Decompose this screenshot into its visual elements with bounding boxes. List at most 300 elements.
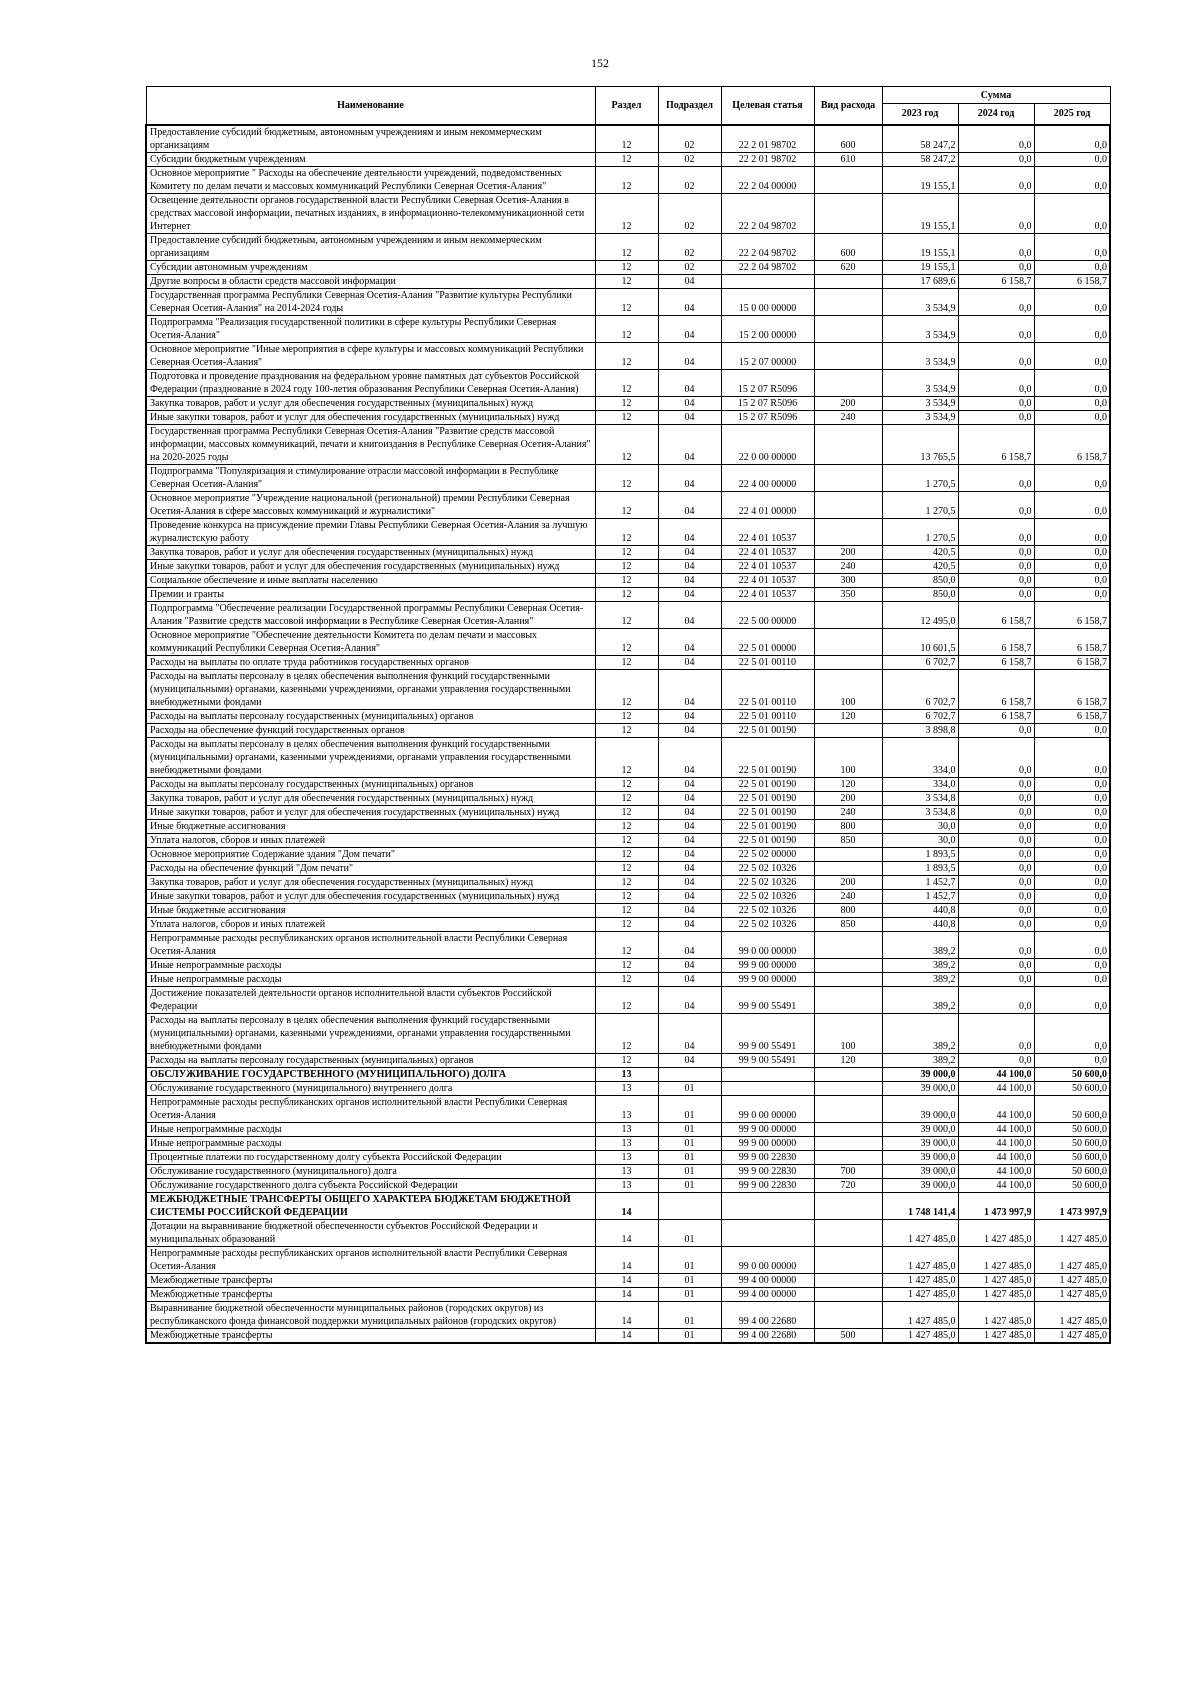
table-row — [146, 260, 1110, 274]
cell-amount-2023: 1 270,5 — [882, 464, 958, 491]
cell-target: 22 5 02 10326 — [721, 903, 814, 917]
cell-amount-2023: 39 000,0 — [882, 1150, 958, 1164]
cell-subsection: 01 — [658, 1164, 721, 1178]
cell-amount-2025: 50 600,0 — [1034, 1164, 1110, 1178]
cell-amount-2023: 420,5 — [882, 559, 958, 573]
cell-kind: 120 — [814, 1053, 882, 1067]
cell-amount-2025: 0,0 — [1034, 410, 1110, 424]
cell-name: Подпрограмма "Обеспечение реализации Государственной программы Республики Северная Осетия-Алания "Развитие средств массовой информации в Республике Северная Осетия-Алания" — [146, 601, 595, 628]
table-row — [146, 1081, 1110, 1095]
cell-amount-2024: 0,0 — [958, 315, 1034, 342]
cell-name: Подпрограмма "Реализация государственной политики в сфере культуры Республики Северная Осетия-Алания" — [146, 315, 595, 342]
cell-name: Другие вопросы в области средств массовой информации — [146, 274, 595, 288]
cell-kind: 720 — [814, 1178, 882, 1192]
cell-kind — [814, 369, 882, 396]
cell-amount-2024: 0,0 — [958, 587, 1034, 601]
cell-name: Иные закупки товаров, работ и услуг для обеспечения государственных (муниципальных) нужд — [146, 559, 595, 573]
cell-amount-2023: 334,0 — [882, 737, 958, 777]
cell-name: Основное мероприятие Содержание здания "Дом печати" — [146, 847, 595, 861]
cell-kind — [814, 274, 882, 288]
cell-amount-2024: 0,0 — [958, 917, 1034, 931]
cell-subsection: 01 — [658, 1219, 721, 1246]
cell-subsection: 04 — [658, 410, 721, 424]
cell-section: 12 — [595, 315, 658, 342]
cell-kind: 350 — [814, 587, 882, 601]
cell-target: 15 2 07 00000 — [721, 342, 814, 369]
cell-kind: 100 — [814, 1013, 882, 1053]
table-row — [146, 288, 1110, 315]
cell-amount-2025: 0,0 — [1034, 396, 1110, 410]
cell-kind: 200 — [814, 396, 882, 410]
cell-kind — [814, 958, 882, 972]
cell-subsection: 04 — [658, 791, 721, 805]
cell-amount-2025: 0,0 — [1034, 1013, 1110, 1053]
cell-name: Предоставление субсидий бюджетным, автономным учреждениям и иным некоммерческим организациям — [146, 233, 595, 260]
cell-subsection — [658, 1067, 721, 1081]
cell-name: Основное мероприятие "Иные мероприятия в сфере культуры и массовых коммуникаций Республики Северная Осетия-Алания" — [146, 342, 595, 369]
cell-name: Межбюджетные трансферты — [146, 1287, 595, 1301]
table-row — [146, 193, 1110, 233]
cell-section: 12 — [595, 628, 658, 655]
cell-amount-2023: 1 427 485,0 — [882, 1287, 958, 1301]
table-row — [146, 669, 1110, 709]
cell-kind — [814, 424, 882, 464]
cell-amount-2024: 0,0 — [958, 573, 1034, 587]
cell-amount-2023: 1 452,7 — [882, 889, 958, 903]
cell-target: 22 4 01 10537 — [721, 518, 814, 545]
cell-amount-2023: 6 702,7 — [882, 655, 958, 669]
table-row — [146, 1122, 1110, 1136]
cell-section: 12 — [595, 424, 658, 464]
cell-amount-2025: 0,0 — [1034, 723, 1110, 737]
cell-kind: 240 — [814, 889, 882, 903]
cell-subsection: 04 — [658, 972, 721, 986]
cell-target: 99 9 00 00000 — [721, 1136, 814, 1150]
cell-amount-2023: 3 534,9 — [882, 342, 958, 369]
cell-amount-2025: 1 427 485,0 — [1034, 1287, 1110, 1301]
cell-name: Подпрограмма "Популяризация и стимулирование отрасли массовой информации в Республике Северная Осетия-Алания" — [146, 464, 595, 491]
header-section: Раздел — [595, 87, 658, 125]
cell-kind: 800 — [814, 819, 882, 833]
cell-amount-2023: 389,2 — [882, 986, 958, 1013]
table-row — [146, 1095, 1110, 1122]
cell-target: 99 9 00 55491 — [721, 1053, 814, 1067]
budget-table — [145, 86, 1111, 1344]
cell-amount-2023: 3 534,9 — [882, 288, 958, 315]
cell-amount-2023: 39 000,0 — [882, 1136, 958, 1150]
cell-subsection: 02 — [658, 193, 721, 233]
cell-subsection: 04 — [658, 396, 721, 410]
cell-amount-2025: 1 427 485,0 — [1034, 1246, 1110, 1273]
cell-amount-2023: 39 000,0 — [882, 1178, 958, 1192]
cell-subsection: 04 — [658, 709, 721, 723]
cell-section: 12 — [595, 342, 658, 369]
cell-amount-2024: 0,0 — [958, 464, 1034, 491]
cell-section: 12 — [595, 1053, 658, 1067]
cell-amount-2025: 50 600,0 — [1034, 1150, 1110, 1164]
cell-name: Иные непрограммные расходы — [146, 1122, 595, 1136]
cell-kind — [814, 1301, 882, 1328]
cell-target — [721, 1067, 814, 1081]
table-row — [146, 424, 1110, 464]
cell-section: 12 — [595, 958, 658, 972]
cell-amount-2023: 389,2 — [882, 931, 958, 958]
cell-kind: 120 — [814, 777, 882, 791]
cell-name: Непрограммные расходы республиканских органов исполнительной власти Республики Северная Осетия-Алания — [146, 1246, 595, 1273]
cell-amount-2023: 19 155,1 — [882, 166, 958, 193]
cell-amount-2023: 1 427 485,0 — [882, 1328, 958, 1343]
table-row — [146, 152, 1110, 166]
cell-amount-2024: 0,0 — [958, 958, 1034, 972]
cell-target: 22 2 04 98702 — [721, 233, 814, 260]
cell-section: 14 — [595, 1219, 658, 1246]
cell-kind — [814, 1150, 882, 1164]
cell-amount-2023: 389,2 — [882, 958, 958, 972]
cell-section: 12 — [595, 986, 658, 1013]
cell-amount-2023: 10 601,5 — [882, 628, 958, 655]
cell-amount-2025: 0,0 — [1034, 986, 1110, 1013]
cell-amount-2025: 0,0 — [1034, 573, 1110, 587]
cell-section: 12 — [595, 819, 658, 833]
cell-amount-2025: 1 427 485,0 — [1034, 1328, 1110, 1343]
cell-kind: 500 — [814, 1328, 882, 1343]
cell-name: Дотации на выравнивание бюджетной обеспеченности субъектов Российской Федерации и муниципальных образований — [146, 1219, 595, 1246]
cell-amount-2023: 1 427 485,0 — [882, 1273, 958, 1287]
cell-target: 22 4 01 10537 — [721, 587, 814, 601]
cell-amount-2023: 58 247,2 — [882, 125, 958, 153]
cell-amount-2024: 44 100,0 — [958, 1067, 1034, 1081]
cell-amount-2025: 6 158,7 — [1034, 628, 1110, 655]
cell-subsection: 04 — [658, 723, 721, 737]
cell-target: 99 9 00 55491 — [721, 986, 814, 1013]
table-row — [146, 1301, 1110, 1328]
cell-subsection: 04 — [658, 424, 721, 464]
cell-name: Государственная программа Республики Северная Осетия-Алания "Развитие культуры Республики Северная Осетия-Алания" на 2014-2024 годы — [146, 288, 595, 315]
cell-section: 12 — [595, 805, 658, 819]
cell-amount-2024: 0,0 — [958, 972, 1034, 986]
cell-section: 12 — [595, 723, 658, 737]
cell-name: Социальное обеспечение и иные выплаты населению — [146, 573, 595, 587]
cell-kind — [814, 1122, 882, 1136]
cell-kind: 200 — [814, 875, 882, 889]
table-row — [146, 342, 1110, 369]
cell-kind — [814, 723, 882, 737]
cell-subsection: 04 — [658, 669, 721, 709]
cell-amount-2024: 1 427 485,0 — [958, 1219, 1034, 1246]
cell-target: 22 4 01 10537 — [721, 559, 814, 573]
cell-target: 22 5 01 00110 — [721, 655, 814, 669]
cell-section: 12 — [595, 125, 658, 153]
cell-name: Иные непрограммные расходы — [146, 958, 595, 972]
cell-kind: 240 — [814, 559, 882, 573]
cell-kind — [814, 288, 882, 315]
header-subsection: Подраздел — [658, 87, 721, 125]
cell-amount-2023: 3 534,9 — [882, 315, 958, 342]
cell-amount-2023: 17 689,6 — [882, 274, 958, 288]
cell-section: 12 — [595, 410, 658, 424]
cell-amount-2023: 440,8 — [882, 917, 958, 931]
cell-target: 22 5 02 10326 — [721, 889, 814, 903]
cell-amount-2024: 6 158,7 — [958, 274, 1034, 288]
cell-target — [721, 274, 814, 288]
table-row — [146, 791, 1110, 805]
cell-section: 14 — [595, 1246, 658, 1273]
cell-target: 99 9 00 22830 — [721, 1164, 814, 1178]
cell-amount-2025: 0,0 — [1034, 833, 1110, 847]
cell-kind: 610 — [814, 152, 882, 166]
cell-target: 99 9 00 22830 — [721, 1150, 814, 1164]
cell-amount-2024: 0,0 — [958, 559, 1034, 573]
cell-target: 22 4 00 00000 — [721, 464, 814, 491]
cell-subsection: 04 — [658, 573, 721, 587]
cell-name: Расходы на выплаты персоналу в целях обеспечения выполнения функций государственными (муниципальными) органами, казенными учреждениями, органами управления государственными внебюджетными фондами — [146, 737, 595, 777]
cell-section: 12 — [595, 233, 658, 260]
cell-amount-2025: 1 427 485,0 — [1034, 1273, 1110, 1287]
cell-amount-2024: 6 158,7 — [958, 709, 1034, 723]
cell-amount-2023: 3 534,8 — [882, 791, 958, 805]
table-row — [146, 1178, 1110, 1192]
cell-amount-2023: 39 000,0 — [882, 1164, 958, 1178]
cell-target: 22 5 01 00190 — [721, 833, 814, 847]
cell-name: Иные непрограммные расходы — [146, 1136, 595, 1150]
table-row — [146, 410, 1110, 424]
cell-amount-2025: 0,0 — [1034, 193, 1110, 233]
cell-kind — [814, 1067, 882, 1081]
table-row — [146, 1053, 1110, 1067]
cell-kind — [814, 193, 882, 233]
cell-subsection: 01 — [658, 1136, 721, 1150]
cell-amount-2023: 1 893,5 — [882, 847, 958, 861]
cell-amount-2025: 0,0 — [1034, 791, 1110, 805]
cell-name: Подготовка и проведение празднования на федеральном уровне памятных дат субъектов Российской Федерации (празднование в 2024 году 100-летия образования Республики Северная Осетия-Алания) — [146, 369, 595, 396]
cell-subsection: 04 — [658, 861, 721, 875]
cell-subsection: 04 — [658, 805, 721, 819]
cell-target: 22 5 01 00190 — [721, 819, 814, 833]
cell-amount-2024: 6 158,7 — [958, 601, 1034, 628]
cell-amount-2025: 0,0 — [1034, 777, 1110, 791]
cell-subsection: 04 — [658, 491, 721, 518]
cell-amount-2024: 44 100,0 — [958, 1095, 1034, 1122]
cell-kind — [814, 342, 882, 369]
cell-subsection: 01 — [658, 1081, 721, 1095]
cell-amount-2024: 1 427 485,0 — [958, 1328, 1034, 1343]
table-row — [146, 917, 1110, 931]
cell-amount-2025: 0,0 — [1034, 233, 1110, 260]
cell-section: 12 — [595, 833, 658, 847]
table-row — [146, 464, 1110, 491]
cell-amount-2024: 0,0 — [958, 903, 1034, 917]
cell-amount-2023: 30,0 — [882, 819, 958, 833]
cell-amount-2023: 3 534,9 — [882, 396, 958, 410]
cell-amount-2025: 6 158,7 — [1034, 601, 1110, 628]
cell-amount-2024: 0,0 — [958, 1013, 1034, 1053]
cell-section: 12 — [595, 545, 658, 559]
cell-amount-2024: 0,0 — [958, 491, 1034, 518]
cell-subsection: 04 — [658, 628, 721, 655]
table-row — [146, 819, 1110, 833]
page-number: 152 — [591, 56, 609, 70]
cell-subsection: 04 — [658, 819, 721, 833]
cell-kind: 100 — [814, 737, 882, 777]
cell-name: Закупка товаров, работ и услуг для обеспечения государственных (муниципальных) нужд — [146, 396, 595, 410]
cell-section: 12 — [595, 573, 658, 587]
cell-name: Обслуживание государственного (муниципального) внутреннего долга — [146, 1081, 595, 1095]
cell-amount-2024: 0,0 — [958, 545, 1034, 559]
cell-name: Закупка товаров, работ и услуг для обеспечения государственных (муниципальных) нужд — [146, 875, 595, 889]
cell-amount-2025: 6 158,7 — [1034, 274, 1110, 288]
cell-amount-2023: 1 427 485,0 — [882, 1219, 958, 1246]
cell-kind: 120 — [814, 709, 882, 723]
table-row — [146, 233, 1110, 260]
cell-amount-2023: 1 270,5 — [882, 518, 958, 545]
cell-subsection: 04 — [658, 518, 721, 545]
cell-amount-2025: 50 600,0 — [1034, 1122, 1110, 1136]
table-row — [146, 805, 1110, 819]
cell-target: 15 2 07 R5096 — [721, 369, 814, 396]
cell-amount-2023: 19 155,1 — [882, 260, 958, 274]
cell-section: 13 — [595, 1095, 658, 1122]
cell-subsection: 02 — [658, 166, 721, 193]
cell-amount-2024: 0,0 — [958, 1053, 1034, 1067]
cell-kind: 300 — [814, 573, 882, 587]
cell-section: 13 — [595, 1081, 658, 1095]
cell-target: 22 5 00 00000 — [721, 601, 814, 628]
cell-name: Премии и гранты — [146, 587, 595, 601]
cell-subsection: 04 — [658, 875, 721, 889]
cell-name: МЕЖБЮДЖЕТНЫЕ ТРАНСФЕРТЫ ОБЩЕГО ХАРАКТЕРА БЮДЖЕТАМ БЮДЖЕТНОЙ СИСТЕМЫ РОССИЙСКОЙ ФЕДЕРАЦИИ — [146, 1192, 595, 1219]
cell-target: 99 9 00 00000 — [721, 1122, 814, 1136]
cell-amount-2024: 0,0 — [958, 396, 1034, 410]
cell-amount-2024: 0,0 — [958, 410, 1034, 424]
cell-amount-2024: 6 158,7 — [958, 655, 1034, 669]
cell-amount-2024: 0,0 — [958, 931, 1034, 958]
cell-amount-2025: 0,0 — [1034, 125, 1110, 153]
table-row — [146, 628, 1110, 655]
cell-amount-2024: 0,0 — [958, 288, 1034, 315]
cell-name: Основное мероприятие "Обеспечение деятельности Комитета по делам печати и массовых коммуникаций Республики Северная Осетия-Алания" — [146, 628, 595, 655]
cell-kind — [814, 986, 882, 1013]
table-row — [146, 573, 1110, 587]
cell-kind — [814, 972, 882, 986]
cell-section: 12 — [595, 669, 658, 709]
cell-section: 12 — [595, 889, 658, 903]
cell-amount-2024: 0,0 — [958, 875, 1034, 889]
cell-amount-2023: 1 893,5 — [882, 861, 958, 875]
cell-amount-2024: 0,0 — [958, 518, 1034, 545]
cell-amount-2024: 6 158,7 — [958, 669, 1034, 709]
cell-target: 22 5 01 00190 — [721, 791, 814, 805]
cell-name: Проведение конкурса на присуждение премии Главы Республики Северная Осетия-Алания за лучшую журналистскую работу — [146, 518, 595, 545]
cell-amount-2025: 0,0 — [1034, 737, 1110, 777]
table-row — [146, 889, 1110, 903]
cell-name: Закупка товаров, работ и услуг для обеспечения государственных (муниципальных) нужд — [146, 791, 595, 805]
cell-amount-2023: 1 748 141,4 — [882, 1192, 958, 1219]
cell-name: Иные закупки товаров, работ и услуг для обеспечения государственных (муниципальных) нужд — [146, 805, 595, 819]
cell-amount-2025: 50 600,0 — [1034, 1081, 1110, 1095]
header-kind: Вид расхода — [814, 87, 882, 125]
cell-target: 22 5 01 00190 — [721, 723, 814, 737]
cell-target: 99 9 00 22830 — [721, 1178, 814, 1192]
table-row — [146, 1246, 1110, 1273]
cell-kind — [814, 1273, 882, 1287]
cell-name: Расходы на обеспечение функций "Дом печати" — [146, 861, 595, 875]
cell-section: 12 — [595, 847, 658, 861]
cell-target: 22 5 01 00110 — [721, 709, 814, 723]
cell-kind — [814, 315, 882, 342]
cell-amount-2025: 6 158,7 — [1034, 424, 1110, 464]
cell-amount-2024: 1 427 485,0 — [958, 1246, 1034, 1273]
table-row — [146, 369, 1110, 396]
cell-amount-2023: 19 155,1 — [882, 193, 958, 233]
cell-section: 12 — [595, 875, 658, 889]
cell-amount-2023: 440,8 — [882, 903, 958, 917]
cell-target: 22 4 01 00000 — [721, 491, 814, 518]
cell-subsection: 01 — [658, 1246, 721, 1273]
cell-subsection: 04 — [658, 601, 721, 628]
cell-target: 99 9 00 00000 — [721, 972, 814, 986]
cell-target: 22 2 04 00000 — [721, 166, 814, 193]
cell-name: Расходы на выплаты персоналу в целях обеспечения выполнения функций государственными (муниципальными) органами, казенными учреждениями, органами управления государственными внебюджетными фондами — [146, 669, 595, 709]
cell-amount-2025: 6 158,7 — [1034, 655, 1110, 669]
cell-kind — [814, 1136, 882, 1150]
table-row — [146, 274, 1110, 288]
cell-target: 99 4 00 22680 — [721, 1301, 814, 1328]
cell-subsection: 04 — [658, 931, 721, 958]
cell-subsection: 04 — [658, 587, 721, 601]
cell-amount-2024: 0,0 — [958, 847, 1034, 861]
table-row — [146, 1192, 1110, 1219]
cell-amount-2023: 3 534,9 — [882, 369, 958, 396]
cell-target: 22 2 01 98702 — [721, 125, 814, 153]
cell-subsection: 04 — [658, 369, 721, 396]
cell-amount-2024: 0,0 — [958, 805, 1034, 819]
cell-target — [721, 1219, 814, 1246]
header-2023: 2023 год — [882, 104, 958, 125]
cell-amount-2024: 0,0 — [958, 737, 1034, 777]
cell-amount-2025: 0,0 — [1034, 166, 1110, 193]
cell-name: Расходы на выплаты персоналу в целях обеспечения выполнения функций государственными (муниципальными) органами, казенными учреждениями, органами управления государственными внебюджетными фондами — [146, 1013, 595, 1053]
header-target: Целевая статья — [721, 87, 814, 125]
cell-kind — [814, 1246, 882, 1273]
table-row — [146, 709, 1110, 723]
cell-name: Межбюджетные трансферты — [146, 1273, 595, 1287]
cell-amount-2025: 0,0 — [1034, 152, 1110, 166]
header-2024: 2024 год — [958, 104, 1034, 125]
cell-amount-2025: 0,0 — [1034, 903, 1110, 917]
cell-kind: 850 — [814, 917, 882, 931]
cell-section: 12 — [595, 861, 658, 875]
cell-amount-2024: 0,0 — [958, 152, 1034, 166]
cell-amount-2023: 39 000,0 — [882, 1095, 958, 1122]
table-row — [146, 1136, 1110, 1150]
cell-amount-2024: 44 100,0 — [958, 1178, 1034, 1192]
cell-amount-2024: 6 158,7 — [958, 628, 1034, 655]
table-row — [146, 655, 1110, 669]
cell-section: 12 — [595, 791, 658, 805]
cell-amount-2023: 420,5 — [882, 545, 958, 559]
cell-section: 12 — [595, 260, 658, 274]
cell-amount-2023: 13 765,5 — [882, 424, 958, 464]
cell-kind — [814, 491, 882, 518]
cell-section: 14 — [595, 1192, 658, 1219]
table-row — [146, 545, 1110, 559]
cell-amount-2023: 3 534,9 — [882, 410, 958, 424]
cell-amount-2025: 0,0 — [1034, 491, 1110, 518]
cell-subsection: 04 — [658, 288, 721, 315]
cell-subsection: 01 — [658, 1301, 721, 1328]
cell-target: 99 4 00 00000 — [721, 1273, 814, 1287]
cell-amount-2024: 44 100,0 — [958, 1164, 1034, 1178]
